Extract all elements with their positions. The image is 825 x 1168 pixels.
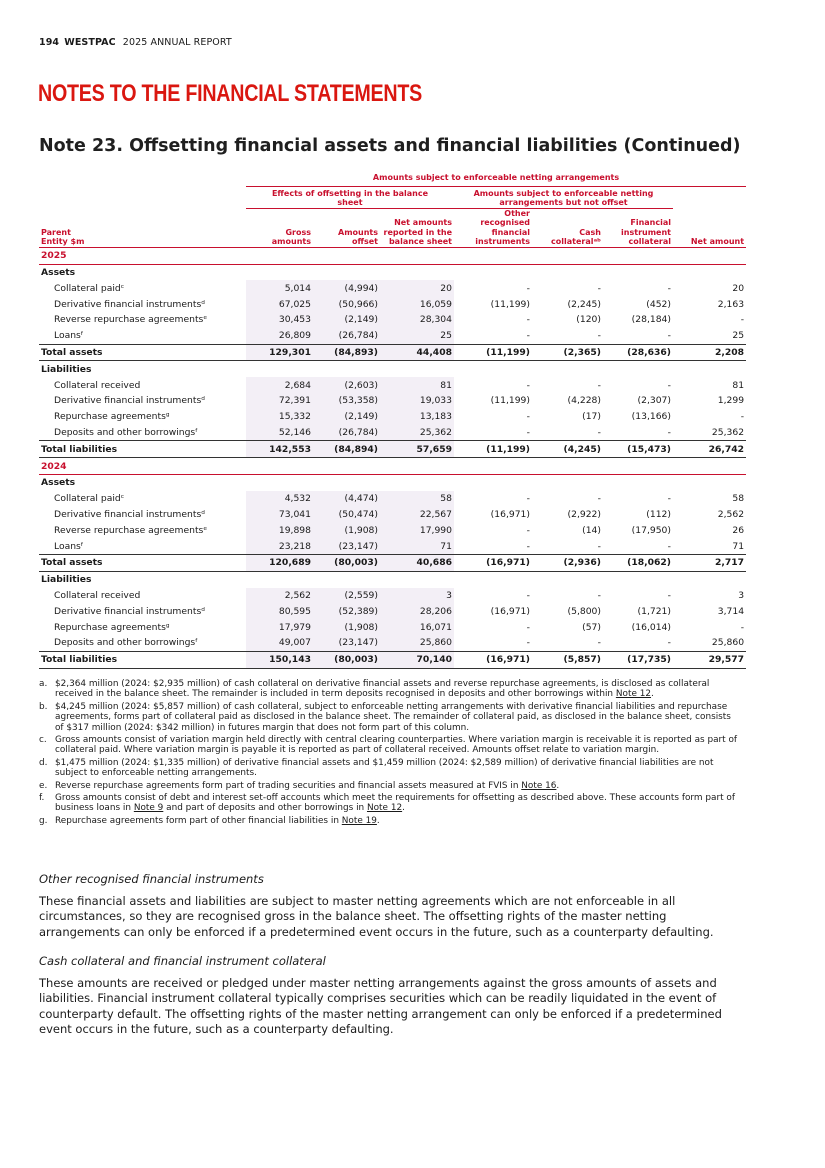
sub-header-effects: Effects of offsetting in the balance sheet [246, 186, 454, 208]
header-row-group [39, 170, 746, 186]
row-value: 17,979 [246, 619, 313, 635]
footnote-label: c. [39, 735, 47, 746]
table-row [39, 296, 746, 312]
report-name: 2025 ANNUAL REPORT [122, 37, 232, 48]
row-value: 3 [380, 588, 454, 604]
total-value: (80,003) [313, 651, 380, 668]
year-row-2025 [39, 247, 746, 264]
total-value: (18,062) [603, 554, 673, 571]
footnote-text-part: and part of deposits and other borrowings in [163, 803, 367, 814]
row-value: 72,391 [246, 393, 313, 409]
total-value: (28,636) [603, 344, 673, 361]
row-value: - [597, 493, 601, 505]
row-value: - [597, 330, 601, 342]
footnote-4 [39, 781, 739, 791]
footnote-5 [39, 793, 739, 814]
row-value: 2,562 [717, 508, 745, 520]
section-heading-other-instruments: Other recognised financial instruments [39, 872, 264, 886]
footnote-2 [39, 735, 739, 756]
table-row [39, 635, 746, 651]
col-header-2: Net amounts reported in the balance sheet [380, 208, 454, 247]
row-value: - [526, 493, 530, 505]
total-value: 2,208 [673, 344, 746, 361]
row-value: - [526, 379, 530, 391]
total-value: 142,553 [246, 441, 313, 458]
row-value: - [667, 493, 671, 505]
section-title: Assets [41, 266, 76, 278]
footnote-text [55, 702, 739, 733]
table-row [39, 491, 746, 507]
row-value: 4,532 [246, 491, 313, 507]
note-reference-link[interactable]: Note 12 [615, 689, 652, 700]
header-row-sub [39, 186, 746, 208]
footnotes [39, 679, 739, 828]
row-label: Derivative financial instrumentsᵈ [54, 605, 205, 617]
row-value: 3 [738, 589, 745, 601]
year-row-2024 [39, 458, 746, 475]
footnote-text-part: $2,364 million (2024: $2,935 million) of cash collateral on derivative financial assets and reverse repurchase agreements, is disclosed as collateral received in the balance sheet. The remainder is included in term deposits recognised in deposits and other borrowings within [55, 679, 710, 700]
total-value: (2,365) [532, 344, 603, 361]
footnote-label: d. [39, 757, 48, 768]
row-value: (50,474) [313, 507, 380, 523]
footnote-text-part: . [376, 815, 380, 826]
row-value: 58 [732, 493, 745, 505]
row-label: Collateral received [54, 379, 141, 391]
row-value: 1,299 [717, 395, 745, 407]
row-value: (26,784) [313, 425, 380, 441]
row-value: - [526, 621, 530, 633]
row-value: 25,362 [711, 426, 745, 438]
total-value: 70,140 [380, 651, 454, 668]
row-value: (23,147) [313, 538, 380, 554]
row-label: Loansᶠ [54, 540, 84, 552]
row-value: - [526, 524, 530, 536]
table-row [39, 538, 746, 554]
row-value: - [526, 540, 530, 552]
row-value: - [740, 314, 745, 326]
table-row [39, 507, 746, 523]
row-value: 80,595 [246, 603, 313, 619]
row-value: 25,860 [380, 635, 454, 651]
col-header-entity: Parent Entity $m [39, 208, 246, 247]
section-heading-collateral: Cash collateral and financial instrument collateral [39, 954, 326, 968]
row-value: (120) [576, 314, 601, 326]
row-value: - [526, 589, 530, 601]
row-label: Derivative financial instrumentsᵈ [54, 298, 205, 310]
row-value: 15,332 [246, 409, 313, 425]
total-value: (15,473) [603, 441, 673, 458]
footnote-3 [39, 758, 739, 779]
total-row [39, 651, 746, 668]
row-value: - [667, 426, 671, 438]
col-header-6: Net amount [673, 208, 746, 247]
total-value: (84,894) [313, 441, 380, 458]
row-value: 3,714 [717, 605, 745, 617]
row-value: (16,971) [490, 605, 530, 617]
row-value: 58 [380, 491, 454, 507]
row-value: (1,908) [313, 619, 380, 635]
offsetting-table [39, 170, 746, 669]
row-label: Collateral received [54, 589, 141, 601]
table-row [39, 280, 746, 296]
total-label: Total liabilities [39, 441, 246, 458]
table-row [39, 377, 746, 393]
row-value: (17) [582, 411, 601, 423]
section-body-collateral: These amounts are received or pledged under master netting arrangements against the gross amounts of assets and liabilities. Financial instrument collateral typically comprises securities which can be readily liquidated in the event of counterparty default. The offsetting rights of the master netting arrangement can only be enforced if a predetermined event occurs in the future, such as a counterparty defaulting. [39, 976, 722, 1037]
section-row [39, 264, 746, 280]
row-value: (50,966) [313, 296, 380, 312]
row-value: - [597, 589, 601, 601]
total-value: (16,971) [454, 651, 532, 668]
note-reference-link[interactable]: Note 9 [133, 803, 164, 814]
total-row [39, 441, 746, 458]
row-value: (2,559) [313, 588, 380, 604]
row-label: Repurchase agreementsᵍ [54, 411, 170, 423]
total-value: 150,143 [246, 651, 313, 668]
note-reference-link[interactable]: Note 19 [341, 815, 377, 826]
row-value: - [667, 540, 671, 552]
row-value: 19,898 [246, 522, 313, 538]
row-label: Derivative financial instrumentsᵈ [54, 395, 205, 407]
row-value: 5,014 [246, 280, 313, 296]
row-value: - [667, 282, 671, 294]
row-value: - [740, 411, 745, 423]
row-label: Deposits and other borrowingsᶠ [54, 426, 198, 438]
total-value: (4,245) [532, 441, 603, 458]
footnote-text [55, 758, 739, 779]
footnote-6 [39, 816, 739, 826]
row-value: 17,990 [380, 522, 454, 538]
footnote-text-part: $1,475 million (2024: $1,335 million) of derivative financial assets and $1,459 million (2024: $2,589 million) of derivative financial liabilities are not subject to enforceable netting arrangements. [55, 757, 714, 779]
row-value: (4,994) [313, 280, 380, 296]
col-header-4: Cash collateralᵃᵇ [532, 208, 603, 247]
row-value: - [526, 282, 530, 294]
table-row [39, 619, 746, 635]
total-value: (11,199) [454, 344, 532, 361]
header-row-columns [39, 208, 746, 247]
table-row [39, 312, 746, 328]
footnote-text-part: Repurchase agreements form part of other financial liabilities in [55, 815, 342, 826]
row-label: Repurchase agreementsᵍ [54, 621, 170, 633]
total-value: (17,735) [603, 651, 673, 668]
row-value: - [667, 330, 671, 342]
row-value: (16,971) [490, 508, 530, 520]
row-value: 26,809 [246, 328, 313, 344]
row-value: - [526, 330, 530, 342]
row-value: 13,183 [380, 409, 454, 425]
table-row [39, 603, 746, 619]
col-header-3: Other recognised financial instruments [454, 208, 532, 247]
row-label: Reverse repurchase agreementsᵉ [54, 314, 208, 326]
col-header-1: Amounts offset [313, 208, 380, 247]
row-value: 81 [380, 377, 454, 393]
footnote-label: g. [39, 815, 48, 826]
row-value: (14) [582, 524, 601, 536]
row-value: 16,059 [380, 296, 454, 312]
row-value: (4,474) [313, 491, 380, 507]
table-row [39, 393, 746, 409]
footnote-text [55, 781, 739, 791]
row-value: - [667, 379, 671, 391]
row-value: 26 [732, 524, 745, 536]
footnote-0 [39, 679, 739, 700]
section-title: Liabilities [39, 361, 746, 377]
total-value: 29,577 [673, 651, 746, 668]
header-spacer [673, 186, 746, 208]
group-header: Amounts subject to enforceable netting arrangements [246, 170, 746, 186]
footnote-label: b. [39, 701, 48, 712]
row-label: Loansᶠ [54, 330, 84, 342]
footnote-label: a. [39, 679, 48, 689]
row-value: (2,149) [313, 312, 380, 328]
row-value: 81 [732, 379, 745, 391]
footnote-1 [39, 702, 739, 733]
row-value: (2,603) [313, 377, 380, 393]
total-value: (2,936) [532, 554, 603, 571]
row-label: Reverse repurchase agreementsᵉ [54, 524, 208, 536]
table-row [39, 588, 746, 604]
row-value: - [667, 589, 671, 601]
row-value: (13,166) [631, 411, 671, 423]
footnote-text [55, 735, 739, 756]
table-row [39, 328, 746, 344]
row-value: 28,206 [380, 603, 454, 619]
section-title: Liabilities [39, 571, 746, 587]
row-value: 73,041 [246, 507, 313, 523]
total-value: 129,301 [246, 344, 313, 361]
section-banner: NOTES TO THE FINANCIAL STATEMENTS [38, 80, 423, 107]
total-label: Total liabilities [39, 651, 246, 668]
row-value: (4,228) [567, 395, 601, 407]
total-value: (5,857) [532, 651, 603, 668]
row-value: (11,199) [490, 395, 530, 407]
section-row [39, 361, 746, 377]
footnote-label: e. [39, 780, 48, 791]
footnote-text-part: Reverse repurchase agreements form part of trading securities and financial assets measured at FVIS in [55, 780, 522, 791]
page-header [39, 37, 232, 48]
row-value: (57) [582, 621, 601, 633]
row-value: 16,071 [380, 619, 454, 635]
row-value: 2,684 [246, 377, 313, 393]
row-value: (52,389) [313, 603, 380, 619]
total-value: (11,199) [454, 441, 532, 458]
row-value: - [597, 637, 601, 649]
table-row [39, 425, 746, 441]
footnote-text [55, 793, 739, 814]
row-value: (1,721) [637, 605, 671, 617]
footnote-text-part: Gross amounts consist of debt and interest set-off accounts which meet the requirements for offsetting as described above. These accounts form part of business loans in [55, 793, 735, 814]
row-value: - [526, 314, 530, 326]
row-value: - [597, 540, 601, 552]
row-value: (17,950) [631, 524, 671, 536]
row-value: (16,014) [631, 621, 671, 633]
footnote-text-part: $4,245 million (2024: $5,857 million) of cash collateral, subject to enforceable netting arrangements with derivative financial liabilities and repurchase agreements, forms part of collateral paid as disclosed in the balance sheet. The remainder of collateral paid, as disclosed in the balance sheet, consists of $317 million (2024: $342 million) in futures margin that does not form part of this column. [55, 701, 731, 733]
year-label: 2024 [39, 458, 746, 475]
row-value: (2,149) [313, 409, 380, 425]
total-value: (80,003) [313, 554, 380, 571]
footnote-text-part: . [402, 803, 405, 814]
row-value: (28,184) [631, 314, 671, 326]
row-value: - [597, 282, 601, 294]
total-value: 26,742 [673, 441, 746, 458]
row-value: - [597, 426, 601, 438]
row-value: 49,007 [246, 635, 313, 651]
row-value: 28,304 [380, 312, 454, 328]
footnote-text-part: . [556, 780, 560, 791]
row-value: 25 [732, 330, 745, 342]
row-value: (53,358) [313, 393, 380, 409]
row-value: - [526, 426, 530, 438]
row-value: 20 [732, 282, 745, 294]
row-value: (1,908) [313, 522, 380, 538]
section-row [39, 474, 746, 490]
section-row [39, 571, 746, 587]
note-title: Note 23. Offsetting financial assets and financial liabilities (Continued) [39, 136, 741, 156]
sub-header-not-offset: Amounts subject to enforceable netting arrangements but not offset [454, 186, 673, 208]
row-value: (11,199) [490, 298, 530, 310]
row-value: - [740, 621, 745, 633]
row-value: (452) [646, 298, 671, 310]
section-title: Assets [41, 477, 76, 489]
row-value: 67,025 [246, 296, 313, 312]
row-value: 23,218 [246, 538, 313, 554]
row-value: 2,562 [246, 588, 313, 604]
row-value: 25 [380, 328, 454, 344]
total-value: 40,686 [380, 554, 454, 571]
table-row [39, 409, 746, 425]
row-value: (112) [646, 508, 671, 520]
total-value: 44,408 [380, 344, 454, 361]
row-value: 22,567 [380, 507, 454, 523]
total-value: (16,971) [454, 554, 532, 571]
total-row [39, 554, 746, 571]
table-row [39, 522, 746, 538]
row-value: 19,033 [380, 393, 454, 409]
total-value: 2,717 [673, 554, 746, 571]
year-label: 2025 [39, 247, 746, 264]
row-value: 2,163 [717, 298, 745, 310]
note-reference-link[interactable]: Note 16 [521, 780, 557, 791]
brand-name: WESTPAC [64, 37, 116, 48]
row-value: (26,784) [313, 328, 380, 344]
row-label: Derivative financial instrumentsᵈ [54, 508, 205, 520]
row-value: (5,800) [567, 605, 601, 617]
row-value: 71 [732, 540, 745, 552]
row-value: (2,307) [637, 395, 671, 407]
footnote-text [55, 679, 739, 700]
total-label: Total assets [39, 344, 246, 361]
total-value: 120,689 [246, 554, 313, 571]
total-value: 57,659 [380, 441, 454, 458]
footnote-text [55, 816, 739, 826]
row-label: Collateral paidᶜ [54, 282, 125, 294]
row-value: - [526, 411, 530, 423]
header-spacer [39, 186, 246, 208]
row-value: (2,245) [567, 298, 601, 310]
footnote-text-part: Gross amounts consist of variation margin held directly with central clearing counterparties. Where variation margin is receivable it is reported as part of collateral paid. Where variation margin is payable it is reported as part of collateral received. Amounts offset relate to variation margin. [55, 735, 738, 756]
total-label: Total assets [39, 554, 246, 571]
row-value: 30,453 [246, 312, 313, 328]
row-value: 25,362 [380, 425, 454, 441]
row-value: 20 [380, 280, 454, 296]
row-value: - [667, 637, 671, 649]
page-number: 194 [39, 37, 60, 48]
row-value: - [526, 637, 530, 649]
col-header-5: Financial instrument collateral [603, 208, 673, 247]
row-value: (23,147) [313, 635, 380, 651]
row-label: Deposits and other borrowingsᶠ [54, 637, 198, 649]
section-body-other-instruments: These financial assets and liabilities are subject to master netting agreements which are not enforceable in all circumstances, so they are recognised gross in the balance sheet. The offsetting rights of the master netting arrangements can only be enforced if a predetermined event occurs in the future, such as a counterparty defaulting. [39, 894, 714, 939]
footnote-label: f. [39, 793, 45, 804]
row-value: - [597, 379, 601, 391]
row-value: 52,146 [246, 425, 313, 441]
row-value: 25,860 [711, 637, 745, 649]
footnote-text-part: . [651, 689, 654, 700]
total-row [39, 344, 746, 361]
row-value: (2,922) [567, 508, 601, 520]
row-label: Collateral paidᶜ [54, 493, 125, 505]
col-header-0: Gross amounts [246, 208, 313, 247]
total-value: (84,893) [313, 344, 380, 361]
header-spacer [39, 170, 246, 186]
row-value: 71 [380, 538, 454, 554]
note-reference-link[interactable]: Note 12 [366, 803, 403, 814]
